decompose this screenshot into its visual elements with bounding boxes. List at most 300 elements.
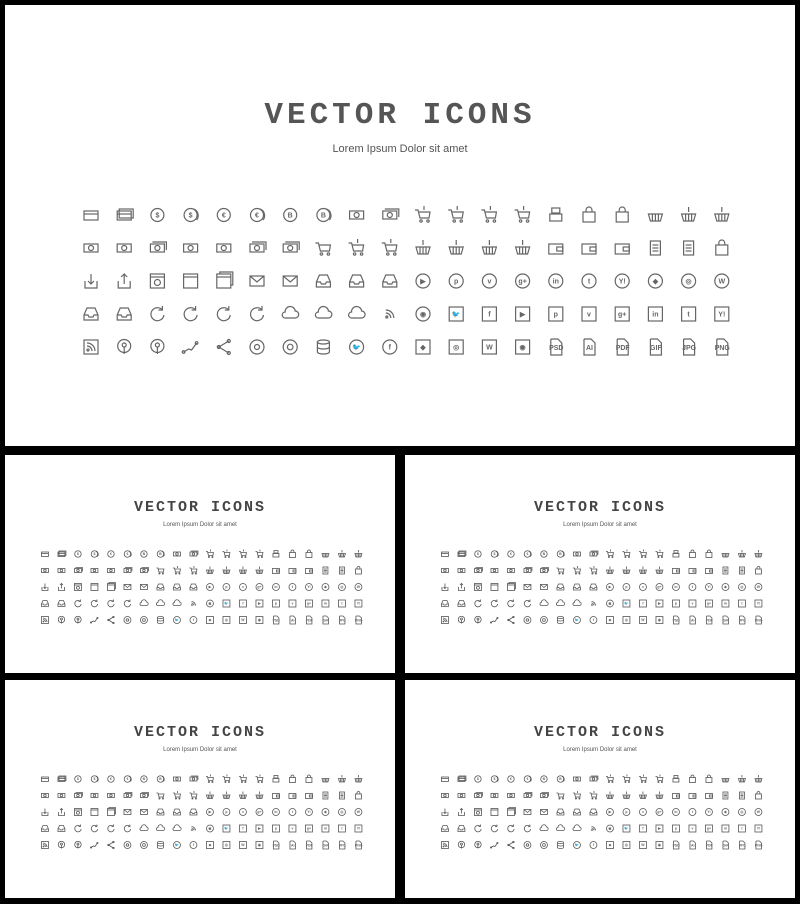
svg-text:p: p xyxy=(553,311,558,319)
receipt-icon xyxy=(650,241,660,255)
inbox-stack-icon xyxy=(58,826,65,832)
share-icon xyxy=(108,616,114,624)
svg-text:in: in xyxy=(323,826,327,831)
svg-text:Y!: Y! xyxy=(356,826,361,831)
svg-text:PNG: PNG xyxy=(354,618,363,623)
googleplus-square-icon xyxy=(305,600,312,607)
svg-text:🐦: 🐦 xyxy=(451,311,461,319)
bill-stack-2-icon xyxy=(124,568,132,573)
bill-stack-3-icon xyxy=(540,568,548,573)
file-gif-icon xyxy=(723,616,729,624)
file-gif-icon xyxy=(723,841,729,849)
dropbox-square-icon xyxy=(416,340,430,354)
cart-right-icon xyxy=(606,550,613,558)
svg-text:🐦: 🐦 xyxy=(224,826,229,831)
svg-text:Y!: Y! xyxy=(707,810,711,815)
wallet-icon xyxy=(672,569,679,574)
wordpress-square-icon xyxy=(239,842,246,849)
cart-down-icon xyxy=(573,566,580,574)
upload-icon xyxy=(58,584,64,591)
wordpress-circle-icon xyxy=(755,584,762,591)
svg-text:JPG: JPG xyxy=(738,843,746,848)
basket-up-icon xyxy=(715,207,729,221)
shopping-bag-icon xyxy=(289,550,295,558)
dribbble-square-icon xyxy=(516,340,530,354)
tumblr-square-icon xyxy=(682,307,696,321)
route-icon xyxy=(490,842,498,848)
basket-icon xyxy=(322,779,329,783)
banknote-stack-icon xyxy=(590,551,598,556)
upload-icon xyxy=(118,274,130,288)
file-psd-icon xyxy=(673,616,681,624)
icon-grid xyxy=(437,771,765,851)
svg-text:PSD: PSD xyxy=(272,618,280,623)
basket-plus-icon xyxy=(482,240,496,254)
svg-text:W: W xyxy=(718,278,726,286)
dropbox-square-icon xyxy=(206,842,213,849)
svg-text:p: p xyxy=(674,826,678,831)
dribbble-square-icon xyxy=(256,842,263,849)
tumblr-square-icon xyxy=(738,600,745,607)
pound-bill-icon xyxy=(91,794,98,798)
svg-text:t: t xyxy=(741,826,743,831)
facebook-square-icon xyxy=(239,825,246,832)
svg-text:$: $ xyxy=(155,212,160,220)
main-slide[interactable] xyxy=(5,5,795,446)
windows-icon xyxy=(107,583,115,591)
svg-text:PSD: PSD xyxy=(549,345,564,352)
svg-text:Y!: Y! xyxy=(718,311,726,319)
euro-coin-icon xyxy=(108,776,114,783)
cash-register-icon xyxy=(273,776,279,783)
wordpress-square-icon xyxy=(239,617,246,624)
euro-coin-icon xyxy=(217,209,230,222)
svg-text:v: v xyxy=(241,585,244,590)
basket-up-icon xyxy=(355,775,362,782)
cart-down-icon xyxy=(173,791,180,799)
basket-left-icon xyxy=(206,792,213,799)
svg-text:◉: ◉ xyxy=(208,826,212,831)
twitter-square-icon xyxy=(623,825,630,832)
instagram-square-icon xyxy=(623,617,630,624)
windows-icon xyxy=(107,808,115,816)
svg-text:f: f xyxy=(642,826,644,831)
svg-text:$: $ xyxy=(76,777,79,782)
svg-text:◎: ◎ xyxy=(453,344,460,352)
cloud-sync-icon xyxy=(573,825,581,831)
compass-window-icon xyxy=(74,584,81,591)
svg-text:B: B xyxy=(287,212,293,220)
svg-text:$: $ xyxy=(476,777,479,782)
cloud-upload-icon xyxy=(156,825,164,831)
sync-icon xyxy=(91,825,97,832)
svg-text:▶: ▶ xyxy=(208,585,212,590)
chrome-icon xyxy=(540,617,547,624)
svg-text:PNG: PNG xyxy=(354,843,363,848)
facebook-circle-icon xyxy=(590,842,597,849)
file-png-icon xyxy=(715,339,731,355)
file-jpg-icon xyxy=(339,616,346,624)
basket-down-icon xyxy=(738,550,745,557)
cloud-download-icon xyxy=(540,825,548,831)
youtube-square-icon xyxy=(256,600,263,607)
envelope-open-icon xyxy=(283,276,297,286)
svg-text:Y!: Y! xyxy=(307,585,311,590)
bitcoin-coin-icon xyxy=(284,209,297,222)
pinterest-circle-icon xyxy=(623,809,630,816)
inbox-icon xyxy=(557,809,564,815)
inbox-tray-icon xyxy=(84,308,98,320)
refresh-icon xyxy=(75,825,81,832)
shopping-bags-icon xyxy=(616,207,628,222)
basket-left-icon xyxy=(606,567,613,574)
svg-text:▶: ▶ xyxy=(658,826,661,831)
youtube-square-icon xyxy=(256,825,263,832)
credit-card-stack-icon xyxy=(458,776,466,782)
vimeo-square-icon xyxy=(689,600,696,607)
twitter-square-icon xyxy=(223,825,230,832)
svg-text:Y!: Y! xyxy=(756,826,761,831)
svg-text:◆: ◆ xyxy=(324,585,327,590)
svg-text:◎: ◎ xyxy=(224,843,228,848)
podcast-icon xyxy=(58,841,64,848)
yahoo-circle-icon xyxy=(305,584,312,591)
svg-text:AI: AI xyxy=(290,843,295,848)
cart-add-icon xyxy=(481,206,496,222)
receipt-stack-icon xyxy=(339,567,344,574)
icon-grid-svg xyxy=(437,546,765,626)
dollar-coin-icon xyxy=(475,551,481,558)
vimeo-square-icon xyxy=(289,825,296,832)
bitcoin-coin-icon xyxy=(541,551,547,558)
file-pdf-icon xyxy=(706,616,713,624)
yen-bill-icon xyxy=(107,794,114,798)
svg-text:in: in xyxy=(274,585,278,590)
icon-grid-svg xyxy=(37,546,365,626)
svg-text:PDF: PDF xyxy=(705,618,713,623)
banknote-icon xyxy=(573,552,580,556)
basket-icon xyxy=(722,554,729,558)
sync-icon xyxy=(91,600,97,607)
pinterest-circle-icon xyxy=(223,809,230,816)
banknote-icon xyxy=(173,552,180,556)
svg-text:t: t xyxy=(587,278,591,286)
svg-text:◆: ◆ xyxy=(208,843,212,848)
svg-text:W: W xyxy=(486,344,493,352)
svg-text:JPG: JPG xyxy=(682,345,697,352)
dollar-coin-icon xyxy=(151,209,164,222)
euro-bill-icon xyxy=(58,794,65,798)
cart-icon xyxy=(556,568,563,574)
windows-icon xyxy=(507,808,515,816)
dropbox-square-icon xyxy=(206,617,213,624)
route-icon xyxy=(182,342,198,354)
cart-add-icon xyxy=(239,550,246,558)
cart-left-icon xyxy=(622,550,629,558)
dollar-coin-icon xyxy=(475,776,481,783)
basket-icon xyxy=(322,554,329,558)
svg-text:€: € xyxy=(109,777,112,782)
svg-text:◉: ◉ xyxy=(419,311,427,319)
file-png-icon xyxy=(755,616,763,624)
svg-text:▶: ▶ xyxy=(208,810,212,815)
icon-grid xyxy=(75,199,735,359)
inbox-tray-icon xyxy=(41,601,48,607)
dollar-bill-icon xyxy=(84,244,98,252)
inbox-stack-icon xyxy=(458,826,465,832)
svg-text:W: W xyxy=(756,585,761,590)
yahoo-circle-icon xyxy=(705,809,712,816)
tumblr-circle-icon xyxy=(289,584,296,591)
slide-title: VECTOR ICONS xyxy=(133,499,267,516)
svg-text:v: v xyxy=(641,585,644,590)
thumbnail-slide-1[interactable] xyxy=(5,455,395,673)
svg-text:◉: ◉ xyxy=(608,601,612,606)
svg-text:€: € xyxy=(109,552,112,557)
euro-coins-icon xyxy=(124,776,131,783)
facebook-square-icon xyxy=(482,307,496,321)
inbox-upload-icon xyxy=(190,809,197,815)
podcast-2-icon xyxy=(151,340,164,355)
vimeo-square-icon xyxy=(582,307,596,321)
credit-card-stack-icon xyxy=(58,776,66,782)
svg-text:v: v xyxy=(691,601,694,606)
icon-grid xyxy=(437,546,765,626)
share-icon xyxy=(508,616,514,624)
cart-icon xyxy=(156,793,163,799)
cart-remove-icon xyxy=(655,550,662,558)
windows-icon xyxy=(217,272,233,288)
inbox-tray-icon xyxy=(441,601,448,607)
redo-icon xyxy=(108,825,114,832)
handbag-icon xyxy=(355,567,361,575)
wordpress-square-icon xyxy=(482,340,496,354)
rotate-icon xyxy=(524,825,530,832)
envelope-icon xyxy=(524,810,531,815)
file-psd-icon xyxy=(273,841,281,849)
svg-text:PDF: PDF xyxy=(705,843,713,848)
svg-text:◎: ◎ xyxy=(740,585,744,590)
svg-text:$: $ xyxy=(76,552,79,557)
dribbble-circle-icon xyxy=(416,307,430,321)
file-pdf-icon xyxy=(616,339,631,355)
window-icon xyxy=(91,809,98,816)
redo-icon xyxy=(217,306,230,321)
svg-text:◆: ◆ xyxy=(324,810,327,815)
googleplus-circle-icon xyxy=(256,809,263,816)
svg-text:◉: ◉ xyxy=(657,843,661,848)
svg-text:▶: ▶ xyxy=(608,585,612,590)
shopping-bags-icon xyxy=(306,550,312,558)
dribbble-square-icon xyxy=(256,617,263,624)
facebook-circle-icon xyxy=(590,617,597,624)
youtube-square-icon xyxy=(516,307,530,321)
svg-text:◎: ◎ xyxy=(685,278,692,286)
svg-text:g+: g+ xyxy=(306,601,312,606)
podcast-icon xyxy=(58,616,64,623)
inbox-download-icon xyxy=(173,809,180,815)
svg-text:◆: ◆ xyxy=(724,585,727,590)
svg-text:PDF: PDF xyxy=(305,618,313,623)
dollar-coins-icon xyxy=(91,776,98,783)
yahoo-circle-icon xyxy=(615,274,629,288)
dribbble-circle-icon xyxy=(206,825,213,832)
upload-icon xyxy=(458,809,464,816)
pinterest-square-icon xyxy=(272,825,279,832)
googleplus-square-icon xyxy=(615,307,629,321)
dropbox-square-icon xyxy=(606,617,613,624)
slide-title: VECTOR ICONS xyxy=(133,724,267,741)
svg-text:p: p xyxy=(225,810,228,815)
wallet-open-icon xyxy=(289,569,296,574)
basket-minus-icon xyxy=(516,240,530,254)
svg-text:v: v xyxy=(291,826,294,831)
file-jpg-icon xyxy=(739,616,746,624)
basket-plus-icon xyxy=(239,792,246,799)
tumblr-square-icon xyxy=(338,825,345,832)
dollar-coins-icon xyxy=(491,551,498,558)
share-icon xyxy=(217,340,230,355)
podcast-2-icon xyxy=(75,841,81,848)
vimeo-circle-icon xyxy=(239,584,246,591)
thumbnail-slide-2[interactable] xyxy=(405,455,795,673)
yahoo-circle-icon xyxy=(705,584,712,591)
svg-text:◆: ◆ xyxy=(208,618,212,623)
svg-text:🐦: 🐦 xyxy=(174,618,180,623)
svg-text:B: B xyxy=(159,777,162,782)
cloud-download-icon xyxy=(282,306,299,318)
rss-icon xyxy=(591,602,595,606)
inbox-upload-icon xyxy=(383,275,397,287)
file-ai-icon xyxy=(584,339,595,355)
dribbble-square-icon xyxy=(656,842,663,849)
file-ai-icon xyxy=(690,841,695,849)
chrome-icon xyxy=(283,340,297,354)
basket-up-icon xyxy=(755,550,762,557)
slide-subtitle: Lorem Ipsum Dolor sit amet xyxy=(332,143,468,155)
cart-left-icon xyxy=(622,775,629,783)
euro-coin-icon xyxy=(508,776,514,783)
wallet-open-icon xyxy=(289,794,296,799)
vimeo-square-icon xyxy=(289,600,296,607)
bitcoin-coin-icon xyxy=(541,776,547,783)
podcast-icon xyxy=(118,340,131,355)
basket-left-icon xyxy=(416,240,430,254)
envelope-open-icon xyxy=(140,810,147,815)
dropbox-circle-icon xyxy=(648,274,662,288)
googleplus-circle-icon xyxy=(656,584,663,591)
svg-text:◎: ◎ xyxy=(340,810,344,815)
banknote-stack-icon xyxy=(590,776,598,781)
svg-text:t: t xyxy=(291,585,294,590)
bill-stack-3-icon xyxy=(283,242,299,252)
shopping-bag-icon xyxy=(689,550,695,558)
svg-text:◆: ◆ xyxy=(608,843,612,848)
redo-icon xyxy=(108,600,114,607)
svg-text:€: € xyxy=(126,552,129,557)
svg-text:W: W xyxy=(241,618,245,623)
basket-down-icon xyxy=(682,207,696,221)
thumbnail-slide-4[interactable] xyxy=(405,680,795,898)
file-jpg-icon xyxy=(339,841,346,849)
svg-text:g+: g+ xyxy=(657,810,662,815)
svg-text:B: B xyxy=(559,777,562,782)
svg-text:g+: g+ xyxy=(306,826,312,831)
cart-right-icon xyxy=(206,550,213,558)
credit-card-icon xyxy=(41,777,48,782)
banknote-icon xyxy=(573,777,580,781)
wallet-card-icon xyxy=(705,794,712,799)
svg-text:Y!: Y! xyxy=(307,810,311,815)
credit-card-icon xyxy=(84,211,98,220)
inbox-icon xyxy=(157,809,164,815)
svg-text:p: p xyxy=(274,601,278,606)
youtube-square-icon xyxy=(656,600,663,607)
svg-text:€: € xyxy=(126,777,129,782)
cart-remove-icon xyxy=(255,775,262,783)
youtube-circle-icon xyxy=(206,584,213,591)
svg-text:in: in xyxy=(552,278,559,286)
inbox-stack-icon xyxy=(117,308,131,320)
vimeo-square-icon xyxy=(689,825,696,832)
vimeo-circle-icon xyxy=(639,809,646,816)
bitcoin-coin-icon xyxy=(141,776,147,783)
svg-text:GIF: GIF xyxy=(722,618,729,623)
basket-left-icon xyxy=(206,567,213,574)
inbox-upload-icon xyxy=(590,584,597,590)
dollar-coins-icon xyxy=(184,209,198,222)
download-icon xyxy=(442,584,448,591)
handbag-icon xyxy=(755,567,761,575)
cloud-upload-icon xyxy=(556,825,564,831)
wallet-card-icon xyxy=(705,569,712,574)
file-psd-icon xyxy=(273,616,281,624)
refresh-icon xyxy=(475,600,481,607)
file-gif-icon xyxy=(323,841,329,849)
facebook-square-icon xyxy=(639,600,646,607)
wallet-icon xyxy=(272,794,279,799)
wallet-open-icon xyxy=(689,794,696,799)
database-icon xyxy=(557,842,563,849)
file-gif-icon xyxy=(650,339,662,355)
svg-text:🐦: 🐦 xyxy=(624,601,629,606)
thumbnail-slide-3[interactable] xyxy=(5,680,395,898)
twitter-circle-icon xyxy=(173,617,180,624)
svg-text:AI: AI xyxy=(690,843,695,848)
svg-text:JPG: JPG xyxy=(338,618,346,623)
rotate-icon xyxy=(524,600,530,607)
compass-window-icon xyxy=(474,584,481,591)
inbox-tray-icon xyxy=(441,826,448,832)
database-icon xyxy=(157,842,163,849)
compass-window-icon xyxy=(474,809,481,816)
svg-text:t: t xyxy=(691,585,694,590)
svg-text:g+: g+ xyxy=(706,601,712,606)
euro-coins-icon xyxy=(124,551,131,558)
svg-text:JPG: JPG xyxy=(338,843,346,848)
banknote-stack-icon xyxy=(190,551,198,556)
basket-up-icon xyxy=(355,550,362,557)
instagram-square-icon xyxy=(223,617,230,624)
euro-bill-icon xyxy=(117,244,131,252)
basket-plus-icon xyxy=(639,792,646,799)
svg-text:in: in xyxy=(723,826,727,831)
svg-text:🐦: 🐦 xyxy=(574,843,580,848)
googleplus-square-icon xyxy=(705,825,712,832)
yen-bill-icon xyxy=(217,244,231,252)
yahoo-square-icon xyxy=(355,825,362,832)
basket-minus-icon xyxy=(256,792,263,799)
